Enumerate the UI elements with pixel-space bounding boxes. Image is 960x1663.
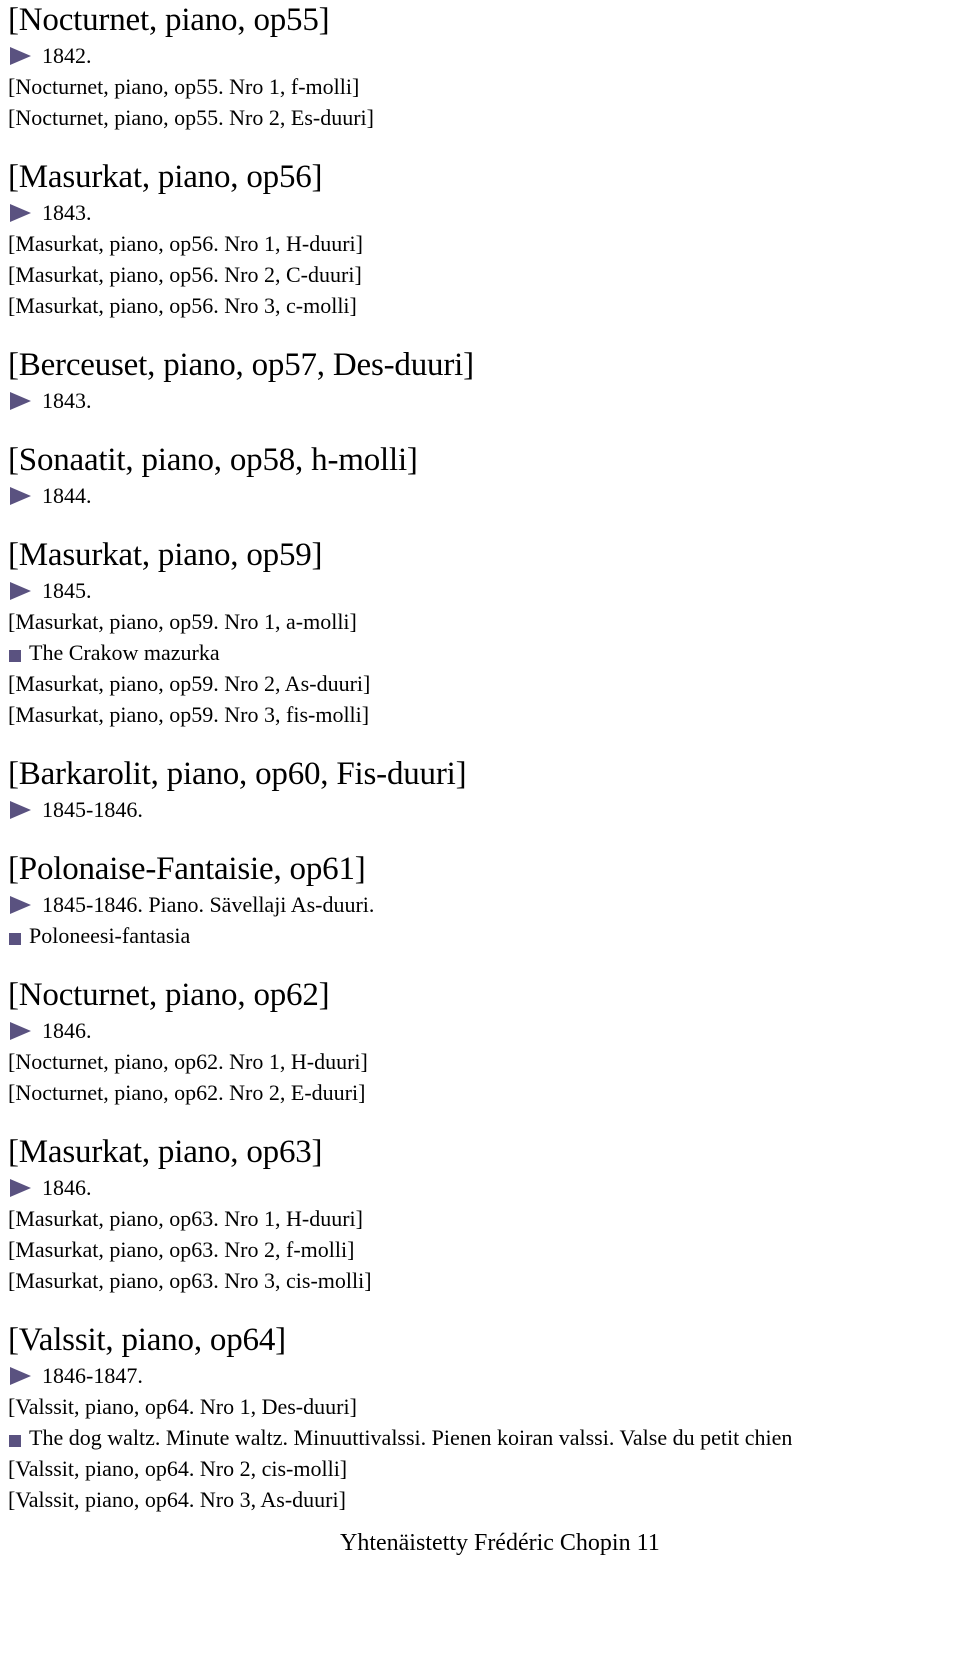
work-section <box>8 1320 952 1515</box>
work-heading: [Nocturnet, piano, op55] <box>8 2 330 38</box>
square-bullet-icon <box>9 1435 21 1447</box>
page-footer: Yhtenäistetty Frédéric Chopin 11 <box>340 1530 660 1556</box>
date-text: 1843. <box>42 388 92 413</box>
sub-work-title: [Valssit, piano, op64. Nro 1, Des-duuri] <box>8 1394 357 1419</box>
sub-work-title: [Masurkat, piano, op56. Nro 3, c-molli] <box>8 293 357 318</box>
sub-work-title: [Masurkat, piano, op63. Nro 2, f-molli] <box>8 1237 355 1262</box>
work-section <box>8 440 952 511</box>
triangle-right-icon <box>10 1022 31 1040</box>
triangle-right-icon <box>10 204 31 222</box>
work-section <box>8 975 952 1108</box>
sub-work-title: [Nocturnet, piano, op62. Nro 2, E-duuri] <box>8 1080 366 1105</box>
sub-work-title: [Nocturnet, piano, op55. Nro 2, Es-duuri] <box>8 105 374 130</box>
sub-work-title: [Nocturnet, piano, op55. Nro 1, f-molli] <box>8 74 360 99</box>
date-text: 1846. <box>42 1175 92 1200</box>
work-section <box>8 345 952 416</box>
date-line <box>8 1360 952 1391</box>
date-text: 1845-1846. Piano. Sävellaji As-duuri. <box>42 892 375 917</box>
work-section <box>8 849 952 951</box>
square-bullet-icon <box>9 933 21 945</box>
date-line <box>8 40 952 71</box>
work-section <box>8 1132 952 1296</box>
triangle-right-icon <box>10 487 31 505</box>
alt-title-line <box>8 920 952 951</box>
alt-title-text: Poloneesi-fantasia <box>29 923 191 948</box>
date-text: 1846. <box>42 1018 92 1043</box>
date-line <box>8 1172 952 1203</box>
date-line <box>8 889 952 920</box>
triangle-right-icon <box>10 1367 31 1385</box>
sub-work-title: [Masurkat, piano, op56. Nro 2, C-duuri] <box>8 262 362 287</box>
sub-work-title: [Masurkat, piano, op56. Nro 1, H-duuri] <box>8 231 363 256</box>
triangle-right-icon <box>10 392 31 410</box>
work-heading: [Nocturnet, piano, op62] <box>8 977 330 1013</box>
sub-work-title: [Masurkat, piano, op59. Nro 3, fis-molli] <box>8 702 370 727</box>
date-text: 1845-1846. <box>42 797 143 822</box>
date-line <box>8 1015 952 1046</box>
sub-work-title: [Masurkat, piano, op59. Nro 2, As-duuri] <box>8 671 371 696</box>
square-bullet-icon <box>9 650 21 662</box>
sub-work-title: [Masurkat, piano, op59. Nro 1, a-molli] <box>8 609 357 634</box>
date-text: 1845. <box>42 578 92 603</box>
alt-title-line <box>8 1422 952 1453</box>
date-line <box>8 480 952 511</box>
triangle-right-icon <box>10 896 31 914</box>
triangle-right-icon <box>10 1179 31 1197</box>
work-heading: [Masurkat, piano, op56] <box>8 159 323 195</box>
document-page <box>8 0 952 1515</box>
work-heading: [Masurkat, piano, op63] <box>8 1134 323 1170</box>
alt-title-text: The Crakow mazurka <box>29 640 220 665</box>
sub-work-title: [Valssit, piano, op64. Nro 2, cis-molli] <box>8 1456 348 1481</box>
work-heading: [Berceuset, piano, op57, Des-duuri] <box>8 347 474 383</box>
work-heading: [Sonaatit, piano, op58, h-molli] <box>8 442 418 478</box>
date-text: 1842. <box>42 43 92 68</box>
work-heading: [Valssit, piano, op64] <box>8 1322 286 1358</box>
work-section <box>8 157 952 321</box>
sub-work-title: [Valssit, piano, op64. Nro 3, As-duuri] <box>8 1487 346 1512</box>
date-text: 1846-1847. <box>42 1363 143 1388</box>
work-section <box>8 0 952 133</box>
work-section <box>8 535 952 730</box>
work-heading: [Barkarolit, piano, op60, Fis-duuri] <box>8 756 467 792</box>
date-line <box>8 197 952 228</box>
work-section <box>8 754 952 825</box>
date-line <box>8 575 952 606</box>
date-text: 1844. <box>42 483 92 508</box>
work-heading: [Polonaise-Fantaisie, op61] <box>8 851 366 887</box>
date-line <box>8 385 952 416</box>
date-line <box>8 794 952 825</box>
date-text: 1843. <box>42 200 92 225</box>
alt-title-line <box>8 637 952 668</box>
alt-title-text: The dog waltz. Minute waltz. Minuuttivalssi. Pienen koiran valssi. Valse du petit chien <box>29 1425 793 1450</box>
sub-work-title: [Masurkat, piano, op63. Nro 3, cis-molli] <box>8 1268 372 1293</box>
work-list <box>8 0 952 1515</box>
triangle-right-icon <box>10 582 31 600</box>
sub-work-title: [Masurkat, piano, op63. Nro 1, H-duuri] <box>8 1206 363 1231</box>
triangle-right-icon <box>10 801 31 819</box>
sub-work-title: [Nocturnet, piano, op62. Nro 1, H-duuri] <box>8 1049 368 1074</box>
triangle-right-icon <box>10 47 31 65</box>
work-heading: [Masurkat, piano, op59] <box>8 537 323 573</box>
